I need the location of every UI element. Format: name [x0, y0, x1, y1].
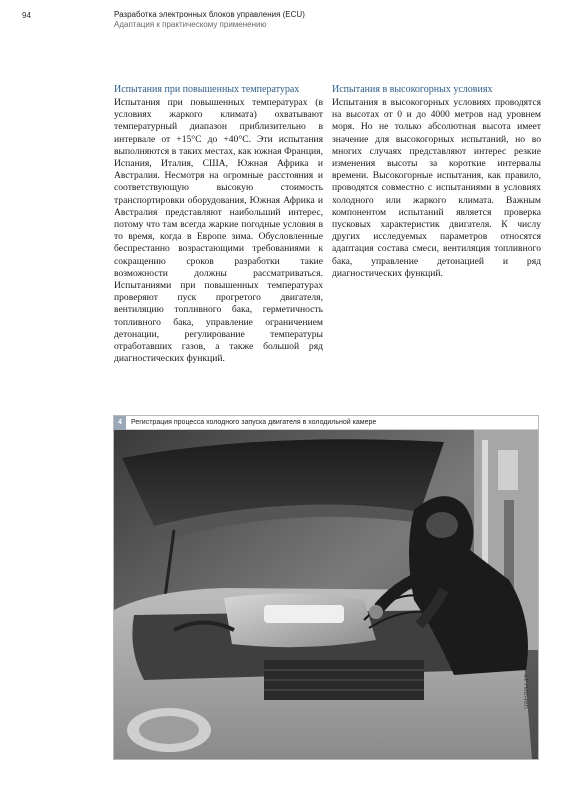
cold-chamber-engine-photo — [114, 430, 538, 759]
header-title: Разработка электронных блоков управления (ECU) — [114, 10, 305, 19]
figure-cold-start — [113, 415, 539, 760]
running-header — [114, 10, 544, 30]
section-text-hot-climate: Испытания при повышенных температурах (в условиях жаркого климата) охватывают температурный диапазон приблизительно в интервале от +15°C до +40°C. Эти испытания выполняются в таких местах, как южная Франция, Испания, Италия, США, Южная Африка и Австралия. Несмотря на огромные расстояния и соответствующую высокую стоимость транспортировки оборудования, Южная Африка и Австралия представляют наибольший интерес, потому что там всегда жаркие погодные условия в то время, когда в Европе зима. Обусловленные беспрестанно возрастающими требованиями к сокращению сроков разработки такие возможности должны рассматриваться. Испытаниями при повышенных температурах проверяют пуск прогретого двигателя, вентиляцию топливного бака, герметичность топливного бака, управление ограничением детонации, регулирование температуры отработавших газов, а также большой ряд диагностических функций. — [114, 97, 323, 365]
header-subtitle: Адаптация к практическому применению — [114, 20, 267, 29]
photo-reference-code: UAF0047-1Y — [524, 674, 530, 709]
page-number: 94 — [22, 11, 31, 20]
left-column — [114, 84, 323, 365]
section-heading-high-altitude: Испытания в высокогорных условиях — [332, 84, 493, 95]
section-text-high-altitude: Испытания в высокогорных условиях проводятся на высотах от 0 и до 4000 метров над уровнем моря. Но не только абсолютная высота имеет значение для высокогорных испытаний, но во многих случаях представляют интерес резкие изменения высоты за короткие интервалы времени. Высокогорные испытания, как правило, проводятся совместно с испытаниями в условиях холодного или жаркого климата. Важным компонентом испытаний является проверка пусковых характеристик двигателя. К числу других исследуемых параметров относятся адаптация состава смеси, вентиляция топливного бака, управление детонацией и ряд диагностических функций. — [332, 97, 541, 279]
right-column — [332, 84, 541, 280]
section-heading-hot-climate: Испытания при повышенных температурах — [114, 84, 300, 95]
figure-caption-bar — [114, 416, 538, 430]
figure-caption: Регистрация процесса холодного запуска двигателя в холодильной камере — [131, 419, 377, 426]
figure-number: 4 — [114, 416, 126, 430]
